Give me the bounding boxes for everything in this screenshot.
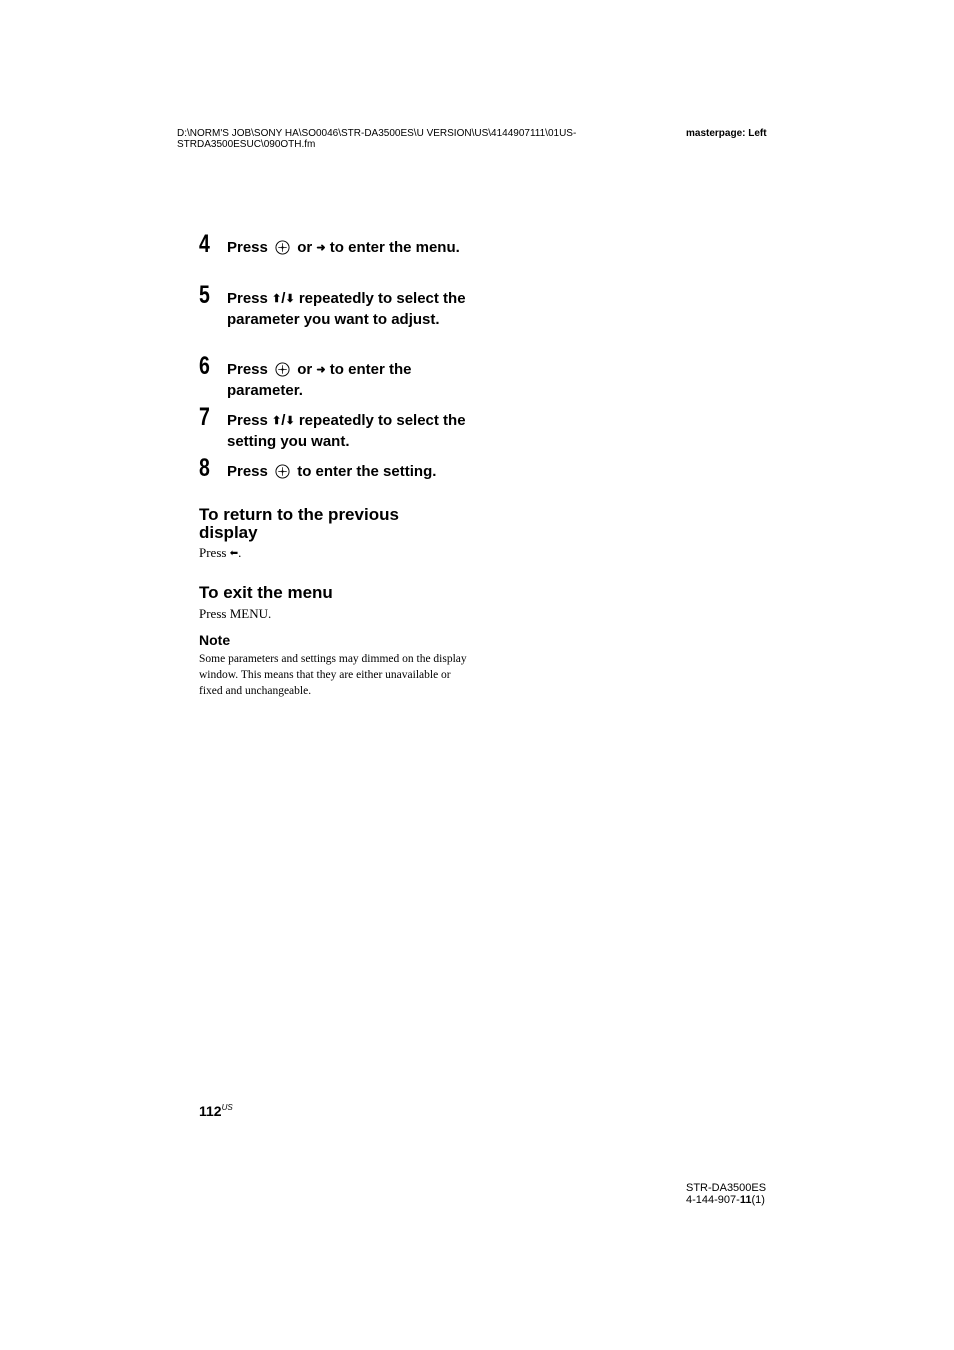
arrow-up-icon: ⬆ <box>272 415 282 427</box>
enter-button-icon <box>275 240 290 255</box>
arrow-down-icon: ⬇ <box>285 415 295 427</box>
arrow-up-icon: ⬆ <box>272 293 282 305</box>
step-5: 5 Press ⬆/⬇ repeatedly to select the parameter you want to adjust. <box>199 281 466 328</box>
footer-model: STR-DA3500ES <box>686 1182 767 1194</box>
arrow-down-icon: ⬇ <box>285 293 295 305</box>
return-heading: To return to the previous display <box>199 505 399 542</box>
page-number: $112^{US}$ <box>199 1103 233 1119</box>
step-7: 7 Press ⬆/⬇ repeatedly to select the setting you want. <box>199 403 466 450</box>
header-masterpage: masterpage: Left <box>686 128 767 139</box>
step-number: 6 <box>199 352 210 380</box>
step-number: 7 <box>199 403 210 431</box>
enter-button-icon <box>275 464 290 479</box>
arrow-right-icon: ➜ <box>316 364 326 376</box>
footer-code: 4-144-907-11(1) <box>686 1194 765 1206</box>
exit-heading: To exit the menu <box>199 583 333 602</box>
step-6: 6 Press or ➜ to enter the parameter. <box>199 352 412 399</box>
step-8: 8 Press to enter the setting. <box>199 454 437 482</box>
note-body: Some parameters and settings may dimmed on the display window. This means that they are either unavailable or fixed and unchangeable. <box>199 653 467 697</box>
exit-body: Press MENU. <box>199 606 272 621</box>
arrow-right-icon: ➜ <box>316 242 326 254</box>
header-file-path: D:\NORM'S JOB\SONY HA\SO0046\STR-DA3500ES\U VERSION\US\4144907111\01US-STRDA3500ESUC\090OTH.fm <box>177 128 577 150</box>
arrow-left-icon: ⬅ <box>229 548 239 559</box>
return-body: Press ⬅. <box>199 545 242 560</box>
step-4: 4 Press or ➜ to enter the menu. <box>199 230 460 258</box>
step-number: 8 <box>199 454 210 482</box>
step-number: 5 <box>199 281 210 309</box>
enter-button-icon <box>275 362 290 377</box>
footer-model-code <box>686 1182 766 1206</box>
note-heading: Note <box>199 632 231 648</box>
step-number: 4 <box>199 230 210 258</box>
